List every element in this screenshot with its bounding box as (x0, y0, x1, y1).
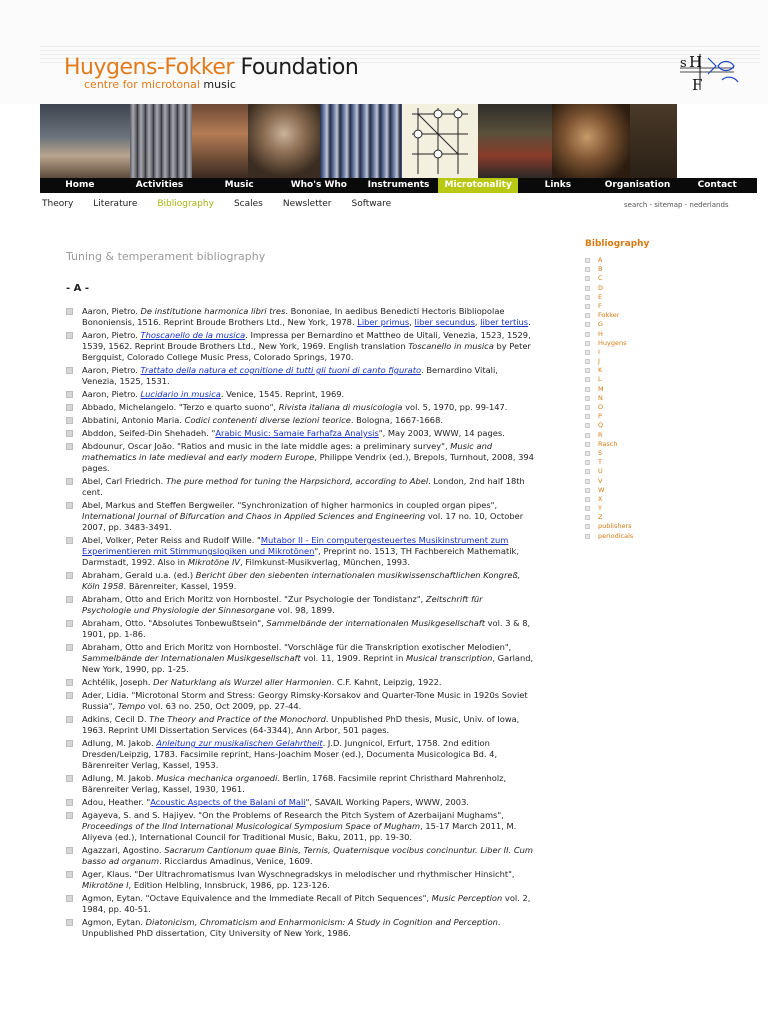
bib-entry (66, 594, 534, 616)
lattice-diagram (402, 104, 478, 178)
sidebar-item-t[interactable] (585, 458, 633, 467)
bullet-icon (585, 359, 590, 364)
bullet-icon (585, 322, 590, 327)
sidebar-item-huygens[interactable] (585, 339, 633, 348)
bib-entry-text: Agayeva, S. and S. Hajiyev. "On the Problems of Research the Pitch System of Azerbaijani Mughams", Proceedings of the IInd International Musicological Symposium Space of Mugham, 15-17 March 2011, M. Aliyeva (ed.), International Council for Traditional Music, Baku, 2011, pp. 19-30. (82, 810, 517, 842)
subnav-software[interactable]: Software (351, 199, 392, 209)
bib-entry (66, 441, 534, 474)
bullet-icon (585, 506, 590, 511)
sidebar-link[interactable]: L (598, 375, 602, 384)
bib-entry (66, 677, 534, 688)
bullet-icon (585, 515, 590, 520)
masthead (0, 0, 768, 104)
bibliography-list (66, 306, 534, 941)
sidebar-link[interactable]: F (598, 301, 602, 310)
sidebar-item-l[interactable] (585, 375, 633, 384)
bullet-icon (585, 332, 590, 337)
main-nav (40, 178, 757, 193)
bib-entry-text: Agmon, Eytan. Diatonicism, Chromaticism and Enharmonicism: A Study in Cognition and Perception. Unpublished PhD dissertation, City University of New York, 1986. (82, 917, 501, 938)
bullet-icon (585, 276, 590, 281)
bullet-icon (585, 414, 590, 419)
bullet-icon (585, 469, 590, 474)
sidebar-link[interactable]: I (598, 347, 600, 356)
bullet-icon (66, 332, 73, 339)
bullet-icon (66, 308, 73, 315)
bib-entry (66, 893, 534, 915)
bib-entry-text: Abdounur, Oscar João. "Ratios and music in the late middle ages: a preliminary survey", Music and mathematics in late medieval and early modern Europe, Philippe Vendrix (ed.), Brepols, Turnhout, 2008, 394 pages. (82, 441, 534, 473)
sidebar-link[interactable]: X (598, 494, 603, 503)
sidebar-link[interactable]: P (598, 412, 602, 421)
building-photo (40, 104, 130, 178)
bullet-icon (66, 871, 73, 878)
banner (40, 104, 757, 178)
sidebar-link[interactable]: N (598, 393, 603, 402)
sidebar-link[interactable]: J (598, 357, 600, 366)
sidebar-item-x[interactable] (585, 495, 633, 504)
sidebar-item-fokker[interactable] (585, 311, 633, 320)
sidebar-link[interactable]: publishers (598, 522, 632, 531)
bib-entry-text: Abraham, Otto and Erich Moritz von Hornbostel. "Vorschläge für die Transkription exotischer Melodien", Sammelbände der Internationalen Musikgesellschaft vol. 11, 1909. Reprint in Musical transcription, Garland, New York, 1990, pp. 1-25. (82, 642, 534, 674)
sidebar-item-y[interactable] (585, 504, 633, 513)
bullet-icon (585, 524, 590, 529)
brand-sub2: music (203, 78, 236, 91)
bib-entry-text: Aaron, Pietro. Trattato della natura et cognitione di tutti gli tuoni di canto figurato. Bernardino Vitali, Venezia, 1525, 1531. (82, 365, 498, 386)
sidebar-item-rasch[interactable] (585, 440, 633, 449)
site-logo[interactable] (64, 55, 358, 80)
bullet-icon (66, 847, 73, 854)
bib-link[interactable]: Trattato della natura et cognitione di tutti gli tuoni di canto figurato (140, 365, 422, 375)
bib-entry (66, 365, 534, 387)
bib-link[interactable]: liber secundus (414, 317, 475, 327)
bullet-icon (66, 367, 73, 374)
bullet-icon (585, 451, 590, 456)
bib-entry-text: Adlung, M. Jakob. Anleitung zur musikalischen Gelahrtheit. J.D. Jungnicol, Erfurt, 1758. 2nd edition Dresden/Leipzig, 1783. Facsimile reprint, Hans-Joachim Moser (ed.), Documenta Musicologica Bd. 4, Bärenreiter Verlag, Kassel, 1953. (82, 738, 498, 770)
bib-entry-text: Abel, Markus and Steffen Bergweiler. "Synchronization of higher harmonics in coupled organ pipes", International Journal of Bifurcation and Chaos in Applied Sciences and Engineering vol. 17 no. 10, October 2007, pp. 3483-3491. (82, 500, 524, 532)
section-heading: - A - (66, 283, 90, 294)
subnav-literature[interactable]: Literature (93, 199, 138, 209)
bullet-icon (66, 740, 73, 747)
sidebar-item-q[interactable] (585, 421, 633, 430)
svg-text:F: F (692, 76, 703, 94)
bib-entry (66, 428, 534, 439)
sidebar-link[interactable]: W (598, 485, 605, 494)
bullet-icon (66, 572, 73, 579)
bullet-icon (585, 497, 590, 502)
bib-entry (66, 845, 534, 867)
sidebar-link[interactable]: T (598, 458, 602, 467)
bullet-icon (66, 679, 73, 686)
bullet-icon (585, 258, 590, 263)
organ-pipes-photo (130, 104, 192, 178)
nav-links[interactable]: Links (544, 180, 572, 190)
page-title: Tuning & temperament bibliography (66, 250, 266, 263)
bib-entry-text: Abbado, Michelangelo. "Terzo e quarto suono", Rivista italiana di musicologia vol. 5, 1970, pp. 99-147. (82, 402, 508, 412)
sidebar-item-publishers[interactable] (585, 522, 633, 531)
man-portrait-photo (552, 104, 630, 178)
bullet-icon (66, 537, 73, 544)
bib-link[interactable]: liber tertius (480, 317, 529, 327)
sidebar-link[interactable]: Fokker (598, 311, 620, 320)
sidebar-item-s[interactable] (585, 449, 633, 458)
sidebar-link[interactable]: O (598, 403, 604, 411)
bullet-icon (585, 479, 590, 484)
bib-entry-text: Abel, Carl Friedrich. The pure method for tuning the Harpsichord, according to Abel. London, 2nd half 18th cent. (82, 476, 525, 497)
bullet-icon (585, 387, 590, 392)
bullet-icon (66, 919, 73, 926)
sidebar-item-f[interactable] (585, 302, 633, 311)
sidebar-link[interactable]: D (598, 283, 604, 292)
bib-link[interactable]: Thoscanello de la musica (140, 330, 246, 340)
bib-entry (66, 714, 534, 736)
bib-entry (66, 690, 534, 712)
bullet-icon (66, 417, 73, 424)
brand-main: Huygens-Fokker (64, 55, 234, 80)
sidebar-item-c[interactable] (585, 274, 633, 283)
bib-entry-text: Adlung, M. Jakob. Musica mechanica organoedi. Berlin, 1768. Facsimile reprint Christhard Mahrenholz, Bärenreiter Verlag, Kassel, 1930, 1961. (82, 773, 507, 794)
nav-microtonality[interactable]: Microtonality (438, 178, 518, 193)
bib-entry (66, 618, 534, 640)
sidebar-item-n[interactable] (585, 394, 633, 403)
svg-text:s: s (680, 56, 687, 71)
bullet-icon (585, 396, 590, 401)
bib-entry-text: Ager, Klaus. "Der Ultrachromatismus Ivan Wyschnegradskys in melodischer und rhythmischer Hinsicht", Mikrotöne I, Edition Helbling, Innsbruck, 1986, pp. 123-126. (82, 869, 515, 890)
bib-link[interactable]: Anleitung zur musikalischen Gelahrtheit (156, 738, 323, 748)
sidebar-link[interactable]: E (598, 292, 603, 301)
bib-entry-text: Abraham, Gerald u.a. (ed.) Bericht über den siebenten internationalen musikwissenschaftlichen Kongreß, Köln 1958. Bärenreiter, Kassel, 1959. (82, 570, 521, 591)
nav-whos-who[interactable]: Who's Who (290, 180, 347, 190)
bullet-icon (585, 295, 590, 300)
sidebar-link[interactable]: S (598, 448, 603, 457)
sidebar-link[interactable]: G (598, 320, 604, 329)
bib-entry-text: Adkins, Cecil D. The Theory and Practice of the Monochord. Unpublished PhD thesis, Music, Univ. of Iowa, 1963. Reprint UMI Dissertation Services (64-3344), Ann Arbor, 501 pages. (82, 714, 520, 735)
bullet-icon (585, 286, 590, 291)
bullet-icon (585, 304, 590, 309)
sidebar-link[interactable]: Y (598, 504, 602, 513)
brand-sub: centre for microtonal (84, 78, 200, 91)
bullet-icon (585, 405, 590, 410)
sidebar-item-u[interactable] (585, 467, 633, 476)
bullet-icon (66, 596, 73, 603)
bullet-icon (66, 443, 73, 450)
bib-entry (66, 306, 534, 328)
bib-entry (66, 642, 534, 675)
sidebar-link[interactable]: Rasch (598, 439, 618, 448)
sidebar-link[interactable]: C (598, 274, 603, 283)
bib-entry (66, 415, 534, 426)
bib-entry-text: Ader, Lidia. "Microtonal Storm and Stress: Georgy Rimsky-Korsakov and Quarter-Tone Music in 1920s Soviet Russia", Tempo vol. 63 no. 250, Oct 2009, pp. 27-44. (82, 690, 528, 711)
bullet-icon (585, 341, 590, 346)
bullet-icon (585, 460, 590, 465)
sidebar-link[interactable]: U (598, 467, 603, 476)
sidebar-title: Bibliography (585, 239, 650, 249)
utility-links[interactable]: search - sitemap - nederlands (624, 201, 729, 209)
bib-entry-text: Adou, Heather. "Acoustic Aspects of the Balani of Mali", SAVAIL Working Papers, WWW, 2003. (82, 797, 470, 807)
sidebar-item-i[interactable] (585, 348, 633, 357)
subnav-newsletter[interactable]: Newsletter (282, 199, 332, 209)
bib-entry (66, 500, 534, 533)
sidebar-item-w[interactable] (585, 486, 633, 495)
bib-link[interactable]: Mutabor II - Ein computergesteuertes Musikinstrument zum Experimentieren mit Stimmungslogiken und Mikrotönen (82, 535, 509, 556)
bib-link[interactable]: Acoustic Aspects of the Balani of Mali (150, 797, 306, 807)
sidebar-link[interactable]: Q (598, 421, 604, 430)
bullet-icon (585, 368, 590, 373)
sidebar-link[interactable]: M (598, 384, 604, 393)
bib-link[interactable]: Arabic Music: Samaie Farhafza Analysis (215, 428, 379, 438)
bullet-icon (66, 692, 73, 699)
bib-entry-text: Abraham, Otto. "Absolutes Tonbewußtsein", Sammelbände der internationalen Musikgesellschaft vol. 3 & 8, 1901, pp. 1-86. (82, 618, 531, 639)
sidebar-link[interactable]: A (598, 256, 603, 264)
brand-tagline (84, 78, 236, 91)
sidebar-link[interactable]: R (598, 430, 603, 439)
bullet-icon (585, 423, 590, 428)
bib-entry-text: Agazzari, Agostino. Sacrarum Cantionum quae Binis, Ternis, Quaternisque vocibus concinuntur. Liber II. Cum basso ad organum. Ricciardus Amadinus, Venice, 1609. (82, 845, 533, 866)
sidebar-item-e[interactable] (585, 293, 633, 302)
bullet-icon (585, 488, 590, 493)
bullet-icon (66, 775, 73, 782)
subnav-bibliography[interactable]: Bibliography (157, 199, 214, 209)
sub-nav (42, 199, 411, 209)
bib-entry (66, 570, 534, 592)
subnav-scales[interactable]: Scales (233, 199, 263, 209)
bullet-icon (66, 502, 73, 509)
bullet-icon (66, 644, 73, 651)
bib-entry-text: Abel, Volker, Peter Reiss and Rudolf Wille. "Mutabor II - Ein computergesteuertes Musikinstrument zum Experimentieren mit Stimmungslogiken und Mikrotönen", Preprint no. 1513, TH Fachbereich Mathematik, Darmstadt, 1992. Also in Mikrotöne IV, Filmkunst-Musikverlag, München, 1993. (82, 535, 519, 567)
nav-activities[interactable]: Activities (135, 180, 184, 190)
bib-entry (66, 389, 534, 400)
sidebar-item-z[interactable] (585, 513, 633, 522)
sidebar-item-g[interactable] (585, 320, 633, 329)
nav-instruments[interactable]: Instruments (367, 180, 430, 190)
bib-entry-text: Agmon, Eytan. "Octave Equivalence and the Immediate Recall of Pitch Sequences", Music Perception vol. 2, 1984, pp. 40-51. (82, 893, 531, 914)
sidebar-item-r[interactable] (585, 431, 633, 440)
bullet-icon (585, 377, 590, 382)
bullet-icon (66, 812, 73, 819)
svg-text:H: H (689, 53, 703, 71)
bib-entry-text: Abraham, Otto and Erich Moritz von Hornbostel. "Zur Psychologie der Tondistanz", Zeitschrift für Psychologie und Physiologie der Sinnesorgane vol. 98, 1899. (82, 594, 483, 615)
sidebar-item-a[interactable] (585, 256, 633, 265)
nav-organisation[interactable]: Organisation (604, 180, 671, 190)
bullet-icon (585, 433, 590, 438)
bullet-icon (585, 267, 590, 272)
bib-entry-text: Aaron, Pietro. De institutione harmonica libri tres. Bononiae, In aedibus Benedicti Hectoris Bibliopolae Bononiensis, 1516. Reprint Broude Brothers Ltd., New York, 1978. Liber primus, liber secundus, liber tertius. (82, 306, 531, 327)
bullet-icon (66, 895, 73, 902)
bib-entry-text: Abbatini, Antonio Maria. Codici contenenti diverse lezioni teorice. Bologna, 1667-1668. (82, 415, 443, 425)
sidebar-item-h[interactable] (585, 330, 633, 339)
organ-console-photo (320, 104, 402, 178)
sidebar-link[interactable]: periodicals (598, 531, 634, 540)
bib-entry (66, 330, 534, 363)
nav-home[interactable]: Home (65, 180, 95, 190)
bib-entry (66, 402, 534, 413)
sidebar-link[interactable]: Huygens (598, 338, 627, 347)
sidebar-link[interactable]: V (598, 476, 603, 485)
bullet-icon (585, 313, 590, 318)
bullet-icon (585, 350, 590, 355)
sidebar-item-k[interactable] (585, 366, 633, 375)
bullet-icon (66, 799, 73, 806)
sidebar-item-b[interactable] (585, 265, 633, 274)
sidebar-link[interactable]: Z (598, 513, 603, 522)
sidebar-item-o[interactable] (585, 403, 633, 412)
nav-contact[interactable]: Contact (697, 180, 737, 190)
sidebar-item-v[interactable] (585, 477, 633, 486)
brand-word: Foundation (240, 55, 359, 80)
dark-photo (630, 104, 677, 178)
bib-entry (66, 797, 534, 808)
bullet-icon (585, 442, 590, 447)
sidebar-item-d[interactable] (585, 284, 633, 293)
bullet-icon (66, 430, 73, 437)
sidebar-item-periodicals[interactable] (585, 532, 633, 541)
bib-entry (66, 476, 534, 498)
bib-entry (66, 535, 534, 568)
books-photo (478, 104, 552, 178)
bib-entry (66, 810, 534, 843)
bib-entry (66, 869, 534, 891)
bullet-icon (66, 391, 73, 398)
sidebar-index (585, 256, 633, 541)
bib-entry (66, 738, 534, 771)
bullet-icon (66, 620, 73, 627)
nav-music[interactable]: Music (224, 180, 254, 190)
bib-entry (66, 917, 534, 939)
sidebar-item-p[interactable] (585, 412, 633, 421)
keyboard-photo (192, 104, 248, 178)
bib-entry-text: Aaron, Pietro. Thoscanello de la musica. Impressa per Bernardino et Mattheo de Uitali, Venezia, 1523, 1529, 1539, 1562. Reprint Broude Brothers Ltd., New York, 1969. English translation Toscanello in musica by Peter Bergquist, Colorado College Music Press, Colorado Springs, 1970. (82, 330, 531, 362)
bullet-icon (66, 716, 73, 723)
sidebar-item-m[interactable] (585, 385, 633, 394)
bib-link[interactable]: Lucidario in musica (140, 389, 221, 399)
sidebar-link[interactable]: H (598, 329, 603, 338)
bullet-icon (66, 478, 73, 485)
sidebar-link[interactable]: K (598, 366, 603, 375)
bib-entry-text: Achtélik, Joseph. Der Naturklang als Wurzel aller Harmonien. C.F. Kahnt, Leipzig, 1922. (82, 677, 442, 687)
bullet-icon (585, 534, 590, 539)
sidebar-item-j[interactable] (585, 357, 633, 366)
sidebar-link[interactable]: B (598, 265, 603, 274)
bib-link[interactable]: Liber primus (357, 317, 410, 327)
bib-entry-text: Aaron, Pietro. Lucidario in musica. Venice, 1545. Reprint, 1969. (82, 389, 345, 399)
bib-entry (66, 773, 534, 795)
bullet-icon (66, 404, 73, 411)
subnav-theory[interactable]: Theory (42, 199, 74, 209)
bib-entry-text: Abddon, Seifed-Din Shehadeh. "Arabic Music: Samaie Farhafza Analysis", May 2003, WWW, 14 pages. (82, 428, 505, 438)
portrait-photo (248, 104, 320, 178)
shf-logo-icon (678, 50, 742, 94)
